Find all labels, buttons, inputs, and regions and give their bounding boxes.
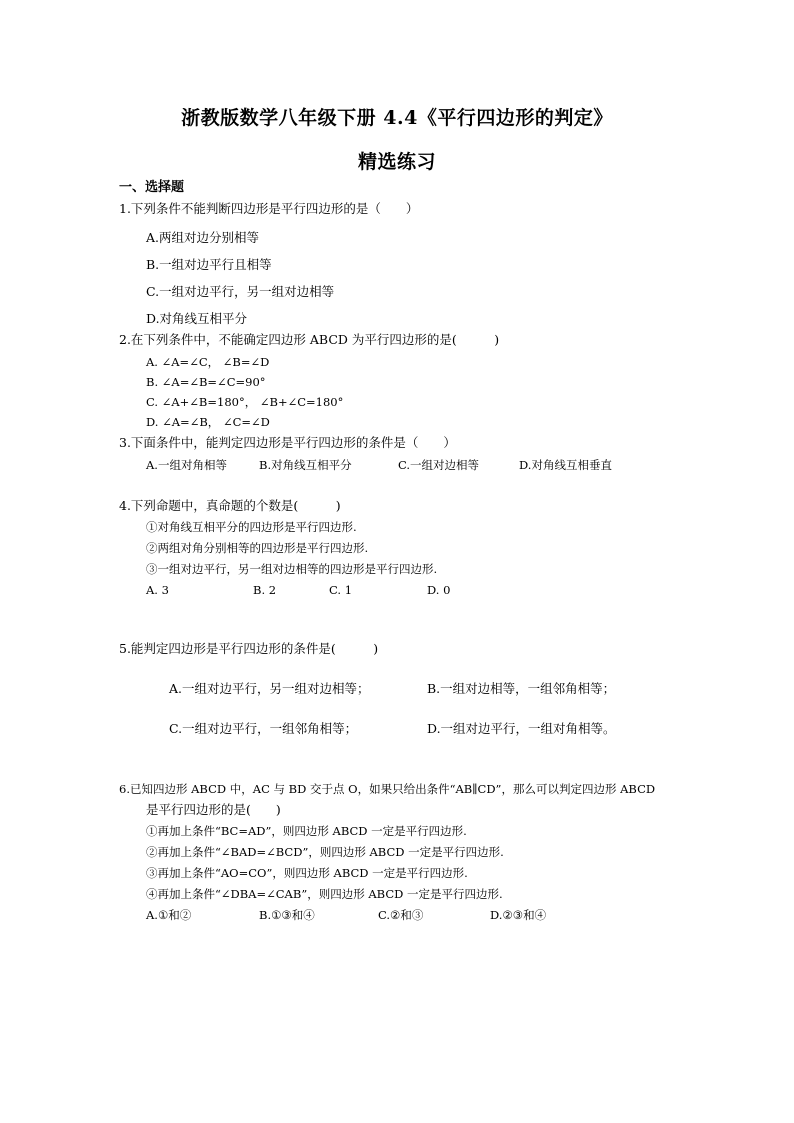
q4-statement-3: ③一组对边平行，另一组对边相等的四边形是平行四边形.: [146, 562, 438, 576]
q1-option-c: C.一组对边平行，另一组对边相等: [146, 284, 335, 299]
q2-option-d: D. ∠A=∠B， ∠C=∠D: [146, 415, 270, 429]
q5-option-a: A.一组对边平行，另一组对边相等；: [169, 681, 370, 696]
q3-option-c: C.一组对边相等: [398, 458, 480, 472]
q3-option-d: D.对角线互相垂直: [519, 458, 612, 472]
q2-option-a: A. ∠A=∠C， ∠B=∠D: [146, 355, 270, 369]
q6-stem-line-1: 6.已知四边形 ABCD 中，AC 与 BD 交于点 O，如果只给出条件“AB∥CD”，那么可以判定四边形 ABCD: [119, 782, 656, 796]
q4-stem: 4.下列命题中，真命题的个数是( ): [119, 498, 341, 513]
q6-statement-4: ④再加上条件“∠DBA=∠CAB”，则四边形 ABCD 一定是平行四边形.: [146, 887, 503, 901]
q3-option-b: B.对角线互相平分: [259, 458, 352, 472]
q5-stem: 5.能判定四边形是平行四边形的条件是( ): [119, 641, 379, 656]
q5-option-b: B.一组对边相等，一组邻角相等；: [427, 681, 616, 696]
q6-option-c: C.②和③: [378, 908, 424, 922]
q1-option-d: D.对角线互相平分: [146, 311, 248, 326]
q6-option-a: A.①和②: [146, 908, 192, 922]
q5-option-d: D.一组对边平行，一组对角相等。: [427, 721, 616, 736]
document-title: 浙教版数学八年级下册 4.4《平行四边形的判定》: [181, 107, 613, 129]
q4-statement-2: ②两组对角分别相等的四边形是平行四边形.: [146, 541, 369, 555]
q6-stem-line-2: 是平行四边形的是( ): [146, 802, 281, 817]
q4-option-d: D. 0: [427, 583, 451, 597]
q1-option-a: A.两组对边分别相等: [146, 230, 260, 245]
q2-option-c: C. ∠A+∠B=180°， ∠B+∠C=180°: [146, 395, 344, 409]
q6-option-b: B.①③和④: [259, 908, 315, 922]
section-heading: 一、选择题: [119, 180, 185, 195]
q2-option-b: B. ∠A=∠B=∠C=90°: [146, 375, 266, 389]
q4-option-a: A. 3: [146, 583, 169, 597]
q6-statement-3: ③再加上条件“AO=CO”，则四边形 ABCD 一定是平行四边形.: [146, 866, 468, 880]
q4-statement-1: ①对角线互相平分的四边形是平行四边形.: [146, 520, 357, 534]
q4-option-b: B. 2: [253, 583, 277, 597]
q1-stem: 1.下列条件不能判断四边形是平行四边形的是（ ）: [119, 201, 419, 216]
q5-option-c: C.一组对边平行，一组邻角相等；: [169, 721, 358, 736]
q2-stem: 2.在下列条件中，不能确定四边形 ABCD 为平行四边形的是( ): [119, 332, 500, 347]
q3-stem: 3.下面条件中，能判定四边形是平行四边形的条件是（ ）: [119, 435, 456, 450]
q6-statement-2: ②再加上条件“∠BAD=∠BCD”，则四边形 ABCD 一定是平行四边形.: [146, 845, 504, 859]
q6-option-d: D.②③和④: [490, 908, 547, 922]
q3-option-a: A.一组对角相等: [146, 458, 227, 472]
q6-statement-1: ①再加上条件“BC=AD”，则四边形 ABCD 一定是平行四边形.: [146, 824, 467, 838]
q1-option-b: B.一组对边平行且相等: [146, 257, 272, 272]
q4-option-c: C. 1: [329, 583, 353, 597]
document-subtitle: 精选练习: [357, 151, 436, 173]
